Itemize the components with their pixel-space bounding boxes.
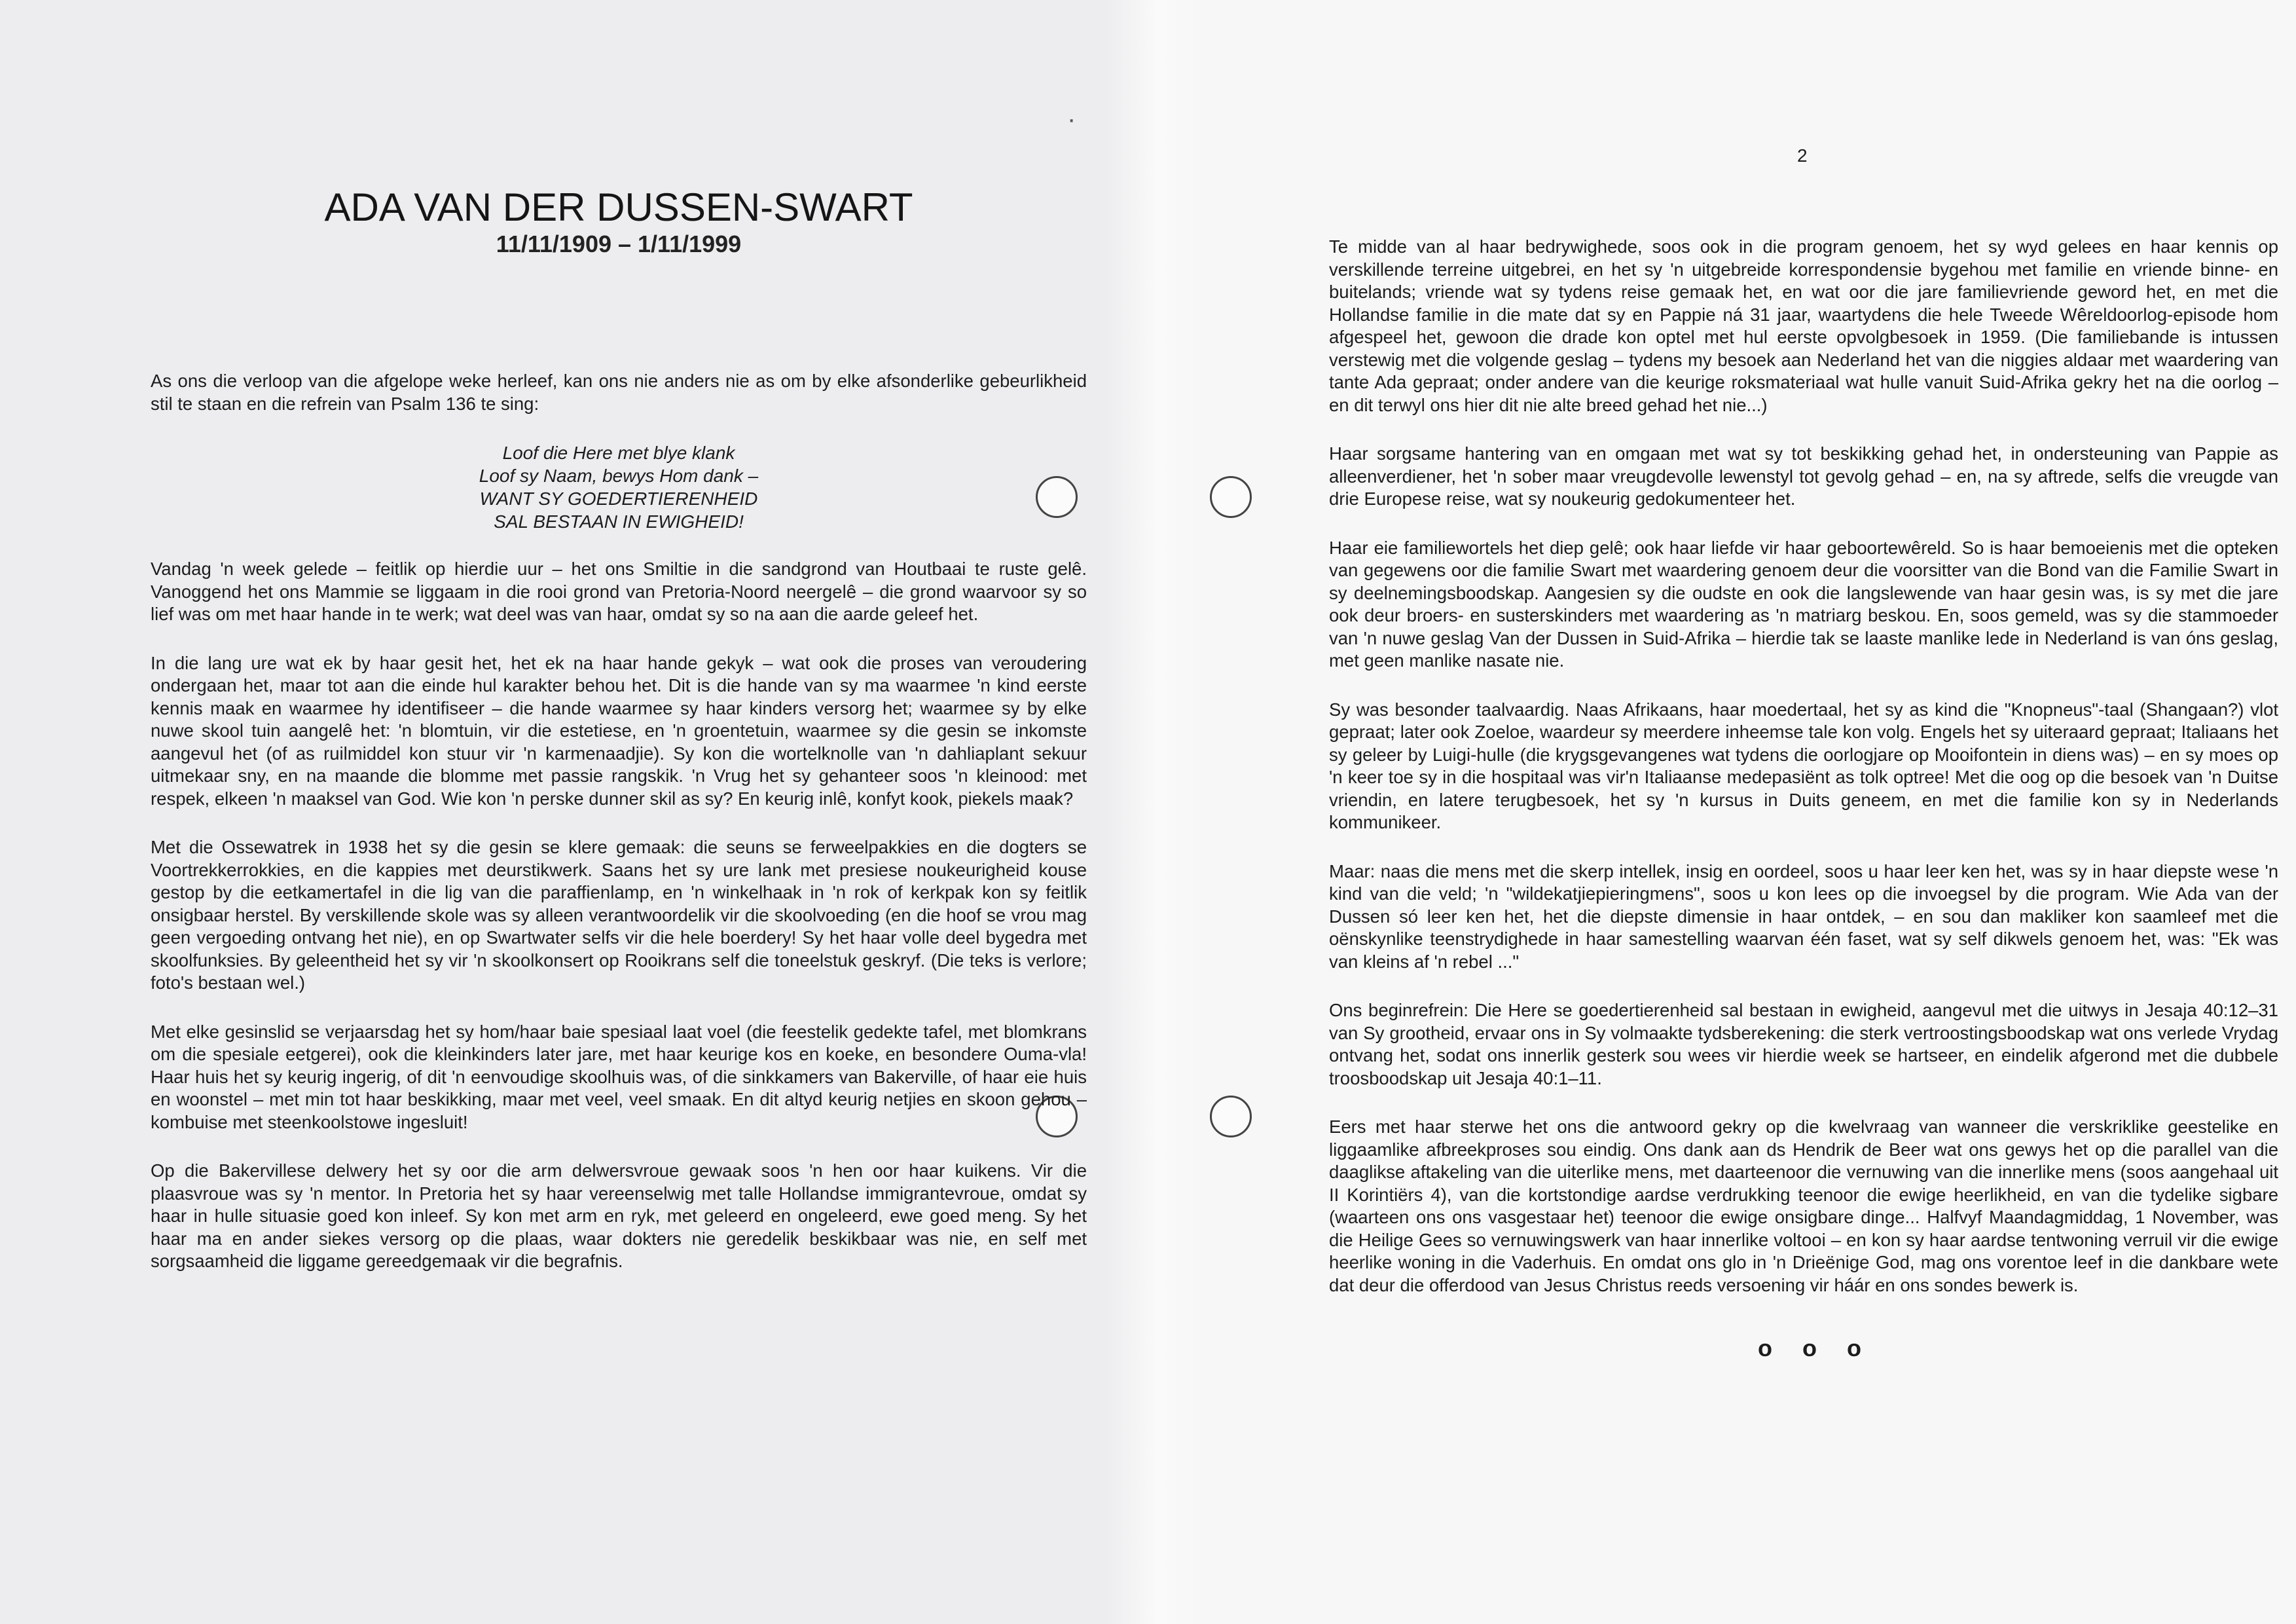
end-ornament: o o o [1758, 1335, 1873, 1361]
body-paragraph: Op die Bakervillese delwery het sy oor die arm delwersvroue gewaak soos 'n hen oor haar kuikens. Vir die plaasvroue was sy 'n mentor. In Pretoria het sy haar vereenselwig met talle Hollandse immigrantevroue, omdat sy haar in hulle situasie goed kon inleef. Sy kon met arm en ryk, met geleerd en ongeleerd, ewe goed meng. Sy het haar ma en ander siekes versorg op die plaas, waar dokters nie geredelik beskikbaar was nie, en self met sorgsaamheid die liggame gereedgemaak vir die begrafnis. [151, 1160, 1087, 1271]
body-paragraph: Haar sorgsame hantering van en omgaan met wat sy tot beskikking gehad het, in ondersteuning van Pappie as alleenverdiener, het 'n sober maar vreugdevolle lewenstyl tot gevolg gehad – en, na sy aftrede, selfs die vreugde van drie Europese reise, wat sy noukeurig gedokumenteer het. [1329, 443, 2278, 509]
page-title: ADA VAN DER DUSSEN-SWART [324, 185, 913, 229]
body-paragraph: Haar eie familiewortels het diep gelê; ook haar liefde vir haar geboortewêreld. So is haar bemoeienis met die opteken van gegewens oor die familie Swart met waardering genoem deur die voorsitter van die Bond van die Familie Swart in sy deelnemingsboodskap. Aangesien sy die oudste en ook die langslewende van haar gesin was, is sy met die jare ook deur broers- en susterskinders met waardering as 'n matriarg beskou. En, soos gemeld, was sy die stammoeder van 'n nuwe geslag Van der Dussen in Suid-Afrika – hierdie tak se laaste manlike lede in Nederland is van óns geslag, met geen manlike nasate nie. [1329, 537, 2278, 671]
body-paragraph: Met die Ossewatrek in 1938 het sy die gesin se klere gemaak: die seuns se ferweelpakkies en die dogters se Voortrekkerrokkies, en die kappies met deurstikwerk. Saans het sy ure lank met presiese noukeurigheid kouse gestop by die eetkamertafel in die lig van die paraffienlamp, en 'n winkelhaak in 'n rok of kerkpak kon sy feitlik onsigbaar herstel. By verskillende skole was sy alleen verantwoordelik vir die skoolvoeding (en die hoof se vrou mag geen vergoeding ontvang het nie), en op Swartwater selfs vir die hele boerdery! Sy het haar volle deel bygedra met skoolfunksies. By geleentheid het sy vir 'n skoolkonsert op Rooikrans self die toneelstuk geskryf. (Die teks is verlore; foto's bestaan wel.) [151, 837, 1087, 993]
body-paragraph: Te midde van al haar bedrywighede, soos ook in die program genoem, het sy wyd gelees en haar kennis op verskillende terreine uitgebrei, en het sy 'n uitgebreide korrespondensie bygehou met familie en vriende binne- en buitelands; vriende wat sy tydens reise gemaak het, en wat oor die jare familievriende geword het, en met die Hollandse familie in die mate dat sy en Pappie ná 31 jaar, waartydens die hele Tweede Wêreldoorlog-episode hom afgespeel het, gewoon die drade kon optel met hul eerste opvolgbesoek in 1959. (Die familiebande is intussen verstewig met die volgende geslag – tydens my besoek aan Nederland het van die niggies aldaar met waardering van tante Ada gepraat; onder andere van die keurige roksmateriaal wat hulle vanuit Suid-Afrika gekry het na die oorlog – en dit terwyl ons hier dit nie alte breed gehad het nie...) [1329, 236, 2278, 415]
verse-line: Loof die Here met blye klank [502, 443, 735, 463]
left-column [151, 370, 1087, 1299]
punch-hole-right-upper [1210, 476, 1252, 518]
body-paragraph: Maar: naas die mens met die skerp intellek, insig en oordeel, soos u haar leer ken het, was sy in haar diepste wese 'n kind van die veld; 'n "wildekatjiepieringmens", soos u kon lees op die invoegsel by die program. Wie Ada van der Dussen só leer ken het, het die diepste dimensie in haar ontdek, – en sou dan makliker kon saamleef met die oënskynlike teenstrydighede in haar samestelling waarvan één faset, wat sy self dikwels genoem het, was: "Ek was van kleins af 'n rebel ..." [1329, 860, 2278, 972]
body-paragraph: Vandag 'n week gelede – feitlik op hierdie uur – het ons Smiltie in die sandgrond van Houtbaai te ruste gelê. Vanoggend het ons Mammie se liggaam in die rooi grond van Pretoria-Noord neergelê – die grond waarvoor sy so lief was om met haar hande in te werk; wat deel was van haar, omdat sy so na aan die aarde geleef het. [151, 559, 1087, 624]
body-paragraph: Ons beginrefrein: Die Here se goedertierenheid sal bestaan in ewigheid, aangevul met die uitwys in Jesaja 40:12–31 van Sy grootheid, ervaar ons in Sy volmaakte tydsberekening: die sterk vertroostingsboodskap wat ons verlede Vrydag ontvang het, sodat ons innerlik gesterk sou wees vir hierdie week se hartseer, en eindelik afgerond met die dubbele troosboodskap uit Jesaja 40:1–11. [1329, 1000, 2278, 1088]
punch-hole-right-lower [1210, 1096, 1252, 1137]
verse-line: SAL BESTAAN IN EWIGHEID! [494, 511, 744, 532]
life-dates: 11/11/1909 – 1/11/1999 [496, 231, 742, 257]
intro-paragraph: As ons die verloop van die afgelope weke herleef, kan ons nie anders nie as om by elke afsonderlike gebeurlikheid stil te staan en die refrein van Psalm 136 te sing: [151, 371, 1087, 414]
body-paragraph: Sy was besonder taalvaardig. Naas Afrikaans, haar moedertaal, het sy as kind die "Knopneus"-taal (Shangaan?) vlot gepraat; later ook Zoeloe, waardeur sy meerdere inheemse tale kon volg. Engels het sy uiteraard gepraat; Italiaans het sy geleer by Luigi-hulle (die krygsgevangenes wat tydens die oorlogjare op Mooifontein in diens was) – en sy moes op 'n keer toe sy in die hospitaal was vir'n Italiaanse medepasiënt as tolk optree! Met die oog op die besoek van 'n Duitse vriendin, en latere terugbesoek, het sy 'n kursus in Duits geneem, en met die familie kon sy in Nederlands kommunikeer. [1329, 699, 2278, 832]
page-number: 2 [1797, 145, 1808, 166]
verse-line: Loof sy Naam, bewys Hom dank – [479, 466, 759, 486]
psalm-verse [151, 441, 1087, 533]
body-paragraph: Met elke gesinslid se verjaarsdag het sy hom/haar baie spesiaal laat voel (die feestelik gedekte tafel, met blomkrans om die spesiale eetgerei), ook die kleinkinders later jare, met haar keurige kos en koeke, en besondere Ouma-vla! Haar huis het sy keurig ingerig, of dit 'n eenvoudige skoolhuis was, of die sinkkamers van Bakerville, of haar eie huis en woonstel – met min tot haar beskikking, maar met veel, veel smaak. En dit altyd keurig netjies en skoon gehou – kombuise met steenkoolstowe ingesluit! [151, 1021, 1087, 1132]
right-column [1329, 236, 2278, 1323]
body-paragraph: Eers met haar sterwe het ons die antwoord gekry op die kwelvraag van wanneer die verskriklike geestelike en liggaamlike afbreekproses sou eindig. Ons dank aan ds Hendrik de Beer wat ons gewys het op die parallel van die daaglikse aftakeling van die uiterlike mens, met daarteenoor die vernuwing van die innerlike mens (soos aangehaal uit II Korintiërs 4), van die kortstondige aardse verdrukking teenoor die ewige heerlikheid, en van die tydelike sigbare (waarteen ons ons vasgestaar het) teenoor die ewige onsigbare dinge... Halfvyf Maandagmiddag, 1 November, was die Heilige Gees so vernuwingswerk van haar innerlike voltooi – en kon sy haar aardse tentwoning verruil vir die ewige heerlike woning in die Vaderhuis. En omdat ons glo in 'n Drieënige God, mag ons vorentoe leef in die dankbare wete dat deur die offerdood van Jesus Christus reeds versoening vir háár en ons sondes bewerk is. [1329, 1116, 2278, 1295]
verse-line: WANT SY GOEDERTIERENHEID [479, 489, 758, 509]
body-paragraph: In die lang ure wat ek by haar gesit het, het ek na haar hande gekyk – wat ook die proses van veroudering ondergaan het, maar tot aan die einde hul karakter behou het. Dit is die hande van sy ma waarmee 'n kind eerste kennis maak en waarmee hy identifiseer – die hande waarmee sy haar kinders versorg het; waarmee sy by elke nuwe skool tuin aangelê het: 'n blomtuin, vir die estetiese, en 'n groentetuin, waarmee sy die gesin se inkomste aangevul het (of as ruilmiddel kon stuur vir 'n karmenaadjie). Sy kon die wortelknolle van 'n dahliaplant sekuur uitmekaar sny, en na maande die blomme met passie rangskik. 'n Vrug het sy gehanteer soos 'n kleinood: met respek, elkeen 'n maaksel van God. Wie kon 'n perske dunner skil as sy? En keurig inlê, konfyt kook, piekels maak? [151, 652, 1087, 809]
page-gutter [1106, 0, 1198, 1624]
ink-mark: · [1067, 105, 1076, 134]
